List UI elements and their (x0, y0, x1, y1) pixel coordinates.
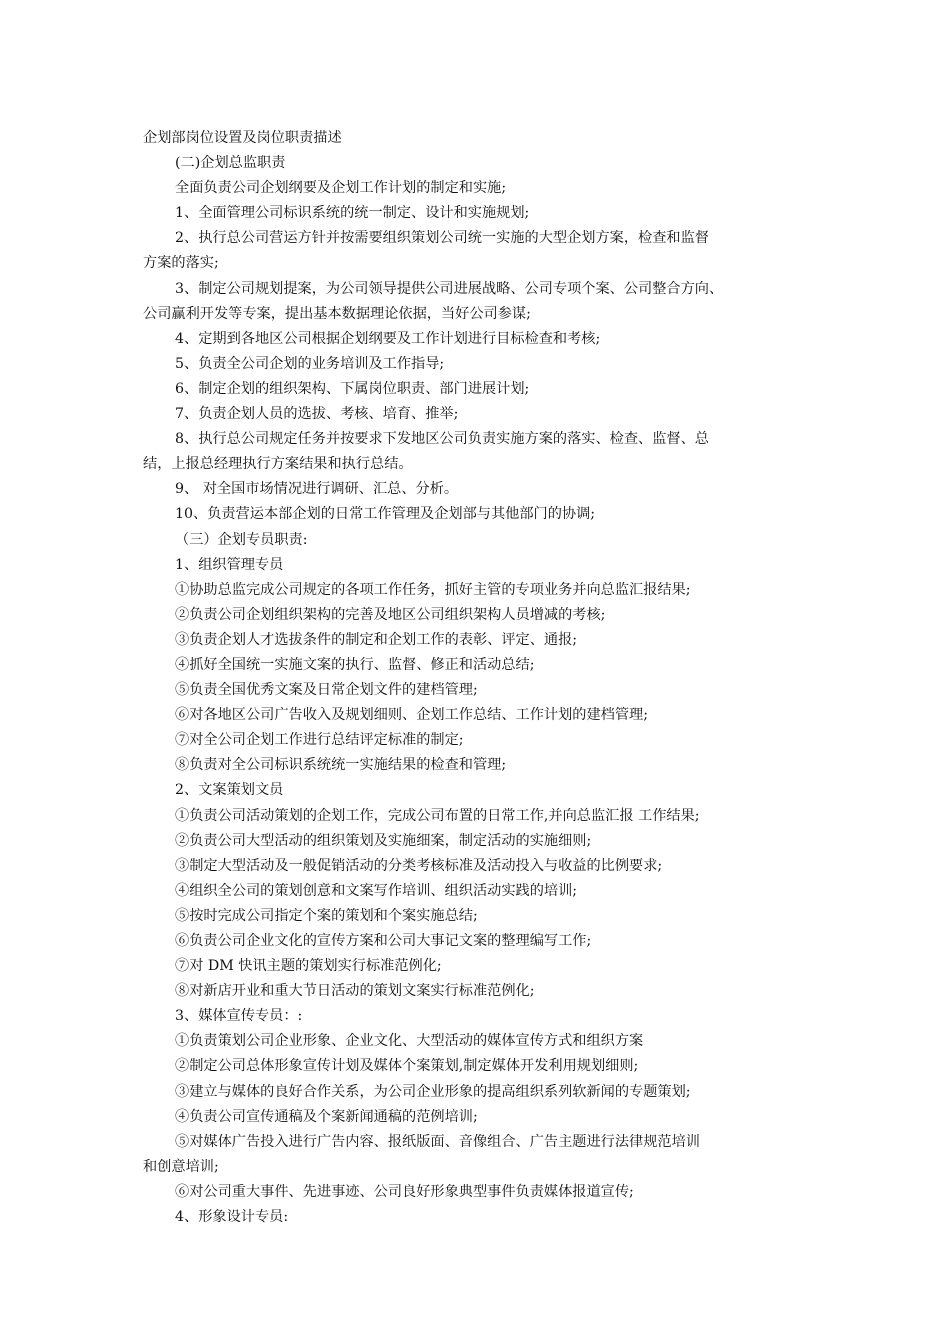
document-line: ③负责企划人才选拔条件的制定和企划工作的表彰、评定、通报; (175, 631, 578, 648)
document-line: 2、执行总公司营运方针并按需要组织策划公司统一实施的大型企划方案，检查和监督 (175, 230, 709, 247)
document-line: ②制定公司总体形象宣传计划及媒体个案策划,制定媒体开发利用规划细则; (175, 1058, 639, 1075)
document-line: 和创意培训; (143, 1158, 219, 1175)
document-line: 5、负责全公司企划的业务培训及工作指导; (175, 355, 445, 372)
document-line: ⑧负责对全公司标识系统统一实施结果的检查和管理; (175, 757, 507, 774)
document-line: 1、组织管理专员 (175, 556, 284, 573)
document-body (143, 126, 813, 1230)
document-line: ④负责公司宣传通稿及个案新闻通稿的范例培训; (175, 1108, 478, 1125)
document-line: ①负责公司活动策划的企划工作，完成公司布置的日常工作,并向总监汇报 工作结果; (175, 807, 700, 824)
document-line: (二)企划总监职责 (175, 155, 286, 172)
document-line: 3、媒体宣传专员：: (175, 1008, 303, 1025)
document-line: ④组织全公司的策划创意和文案写作培训、组织活动实践的培训; (175, 882, 578, 899)
document-line: ③制定大型活动及一般促销活动的分类考核标准及活动投入与收益的比例要求; (175, 857, 663, 874)
document-title: 企划部岗位设置及岗位职责描述 (143, 130, 342, 146)
document-line: ③建立与媒体的良好合作关系，为公司企业形象的提高组织系列软新闻的专题策划; (175, 1083, 691, 1100)
document-line: ②负责公司企划组织架构的完善及地区公司组织架构人员增减的考核; (175, 606, 606, 623)
document-line: 7、负责企划人员的选拔、考核、培育、推举; (175, 406, 459, 423)
document-line: 1、全面管理公司标识系统的统一制定、设计和实施规划; (175, 205, 530, 222)
document-line: 方案的落实; (143, 255, 219, 272)
document-line: 3、制定公司规划提案，为公司领导提供公司进展战略、公司专项个案、公司整合方向、 (175, 280, 724, 297)
document-line: 4、定期到各地区公司根据企划纲要及工作计划进行目标检查和考核; (175, 330, 601, 347)
document-line: 9、 对全国市场情况进行调研、汇总、分析。 (175, 481, 459, 498)
document-line: ⑤按时完成公司指定个案的策划和个案实施总结; (175, 907, 478, 924)
document-line: ⑥对公司重大事件、先进事迹、公司良好形象典型事件负责媒体报道宣传; (175, 1183, 634, 1200)
document-line: ⑧对新店开业和重大节日活动的策划文案实行标准范例化; (175, 983, 535, 1000)
document-line: 4、形象设计专员: (175, 1209, 289, 1226)
document-line: ⑥对各地区公司广告收入及规划细则、企划工作总结、工作计划的建档管理; (175, 707, 648, 724)
document-line: 2、文案策划文员 (175, 782, 284, 799)
document-line: ④抓好全国统一实施文案的执行、监督、修正和活动总结; (175, 656, 535, 673)
document-line: （三）企划专员职责: (175, 531, 308, 548)
document-line: 结，上报总经理执行方案结果和执行总结。 (143, 456, 413, 473)
document-line: 全面负责公司企划纲要及企划工作计划的制定和实施; (175, 180, 507, 197)
document-line: ⑥负责公司企业文化的宣传方案和公司大事记文案的整理编写工作; (175, 933, 592, 949)
document-line: ①协助总监完成公司规定的各项工作任务，抓好主管的专项业务并向总监汇报结果; (175, 581, 691, 598)
document-line: 6、制定企划的组织架构、下属岗位职责、部门进展计划; (175, 380, 530, 397)
document-line: ⑦对 DM 快讯主题的策划实行标准范例化; (175, 958, 442, 975)
document-line: 8、执行总公司规定任务并按要求下发地区公司负责实施方案的落实、检查、监督、总 (175, 431, 709, 448)
document-line: ①负责策划公司企业形象、企业文化、大型活动的媒体宣传方式和组织方案 (175, 1033, 644, 1050)
document-line: ⑤对媒体广告投入进行广告内容、报纸版面、音像组合、广告主题进行法律规范培训 (175, 1133, 700, 1150)
document-line: ⑦对全公司企划工作进行总结评定标准的制定; (175, 732, 464, 749)
document-line: 10、负责营运本部企划的日常工作管理及企划部与其他部门的协调; (175, 506, 596, 523)
document-line: ⑤负责全国优秀文案及日常企划文件的建档管理; (175, 682, 478, 699)
document-line: 公司赢利开发等专案，提出基本数据理论依据，当好公司参谋; (143, 305, 531, 322)
document-line: ②负责公司大型活动的组织策划及实施细案，制定活动的实施细则; (175, 832, 592, 849)
